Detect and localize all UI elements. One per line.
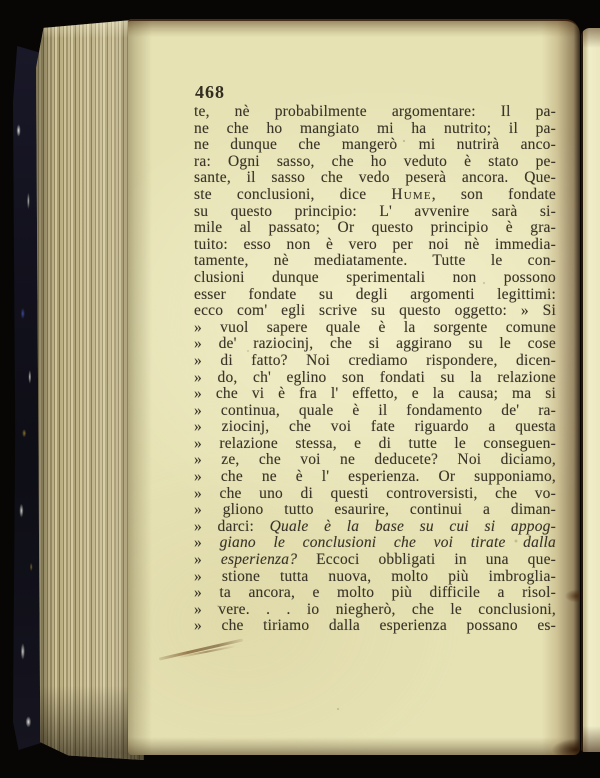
- text-line: mile al passato; Or questo principio è gra-: [194, 219, 556, 237]
- text-line: tamente, nè mediatamente. Tutte le con-: [194, 252, 556, 270]
- text-line: tuito: esso non è vero per noi nè immedia-: [194, 235, 556, 253]
- text-line: clusioni dunque sperimentali non possono: [194, 268, 556, 286]
- text-line: ra: Ogni sasso, che ho veduto è stato pe-: [194, 152, 556, 170]
- text-line: » relazione stessa, e di tutte le conseguen-: [194, 434, 556, 452]
- text-line: » vere. . . io niegherò, che le conclusioni,: [194, 600, 556, 618]
- text-line: » esperienza? Eccoci obbligati in una que-: [194, 551, 557, 569]
- text-line: sante, il sasso che vedo peserà ancora. Que-: [194, 169, 556, 187]
- book-page: [128, 19, 580, 755]
- text-line: ne che ho mangiato mi ha nutrito; il pa-: [194, 119, 556, 137]
- text-line: » ziocinj, che voi fate riguardo a questa: [194, 418, 556, 436]
- text-line: » che tiriamo dalla esperienza possano es-: [194, 617, 556, 635]
- adjacent-page-edge: [581, 28, 600, 752]
- text-block: [186, 81, 556, 635]
- text-line: » che uno di questi controversisti, che vo-: [194, 484, 556, 502]
- text-line: » ze, che voi ne deducete? Noi diciamo,: [194, 451, 556, 469]
- text-line: » darci: Quale è la base su cui si appog-: [194, 517, 556, 535]
- text-line: esser fondate su degli argomenti legittimi:: [194, 285, 556, 303]
- text-line: ecco com' egli scrive su questo oggetto: » Si: [194, 302, 556, 320]
- text-line: ne dunque che mangerò mi nutrirà anco-: [194, 136, 556, 154]
- text-line: » giano le conclusioni che voi tirate dalla: [194, 534, 557, 552]
- text-line: » de' raziocinj, che si aggirano su le cose: [194, 335, 556, 353]
- text-lines: [194, 104, 556, 635]
- text-line: » gliono tutto esaurire, continui a diman-: [194, 501, 556, 519]
- text-line: ste conclusioni, dice Hume, son fondate: [194, 185, 556, 203]
- text-line: » che ne è l' esperienza. Or supponiamo,: [194, 468, 556, 486]
- text-line: » vuol sapere quale è la sorgente comune: [194, 318, 556, 336]
- text-line: » di fatto? Noi crediamo rispondere, dicen-: [194, 351, 556, 369]
- text-line: te, nè probabilmente argomentare: Il pa-: [194, 103, 556, 120]
- text-line: » che vi è fra l' effetto, e la causa; ma si: [194, 385, 556, 403]
- page-number: 468: [195, 82, 225, 102]
- text-line: » continua, quale è il fondamento de' ra-: [194, 401, 556, 419]
- text-line: su questo principio: L' avvenire sarà si-: [194, 202, 556, 220]
- text-line: » stione tutta nuova, molto più imbroglia-: [194, 567, 556, 585]
- text-line: » do, ch' eglino son fondati su la relazione: [194, 368, 556, 386]
- text-line: » ta ancora, e molto più difficile a risol-: [194, 584, 556, 602]
